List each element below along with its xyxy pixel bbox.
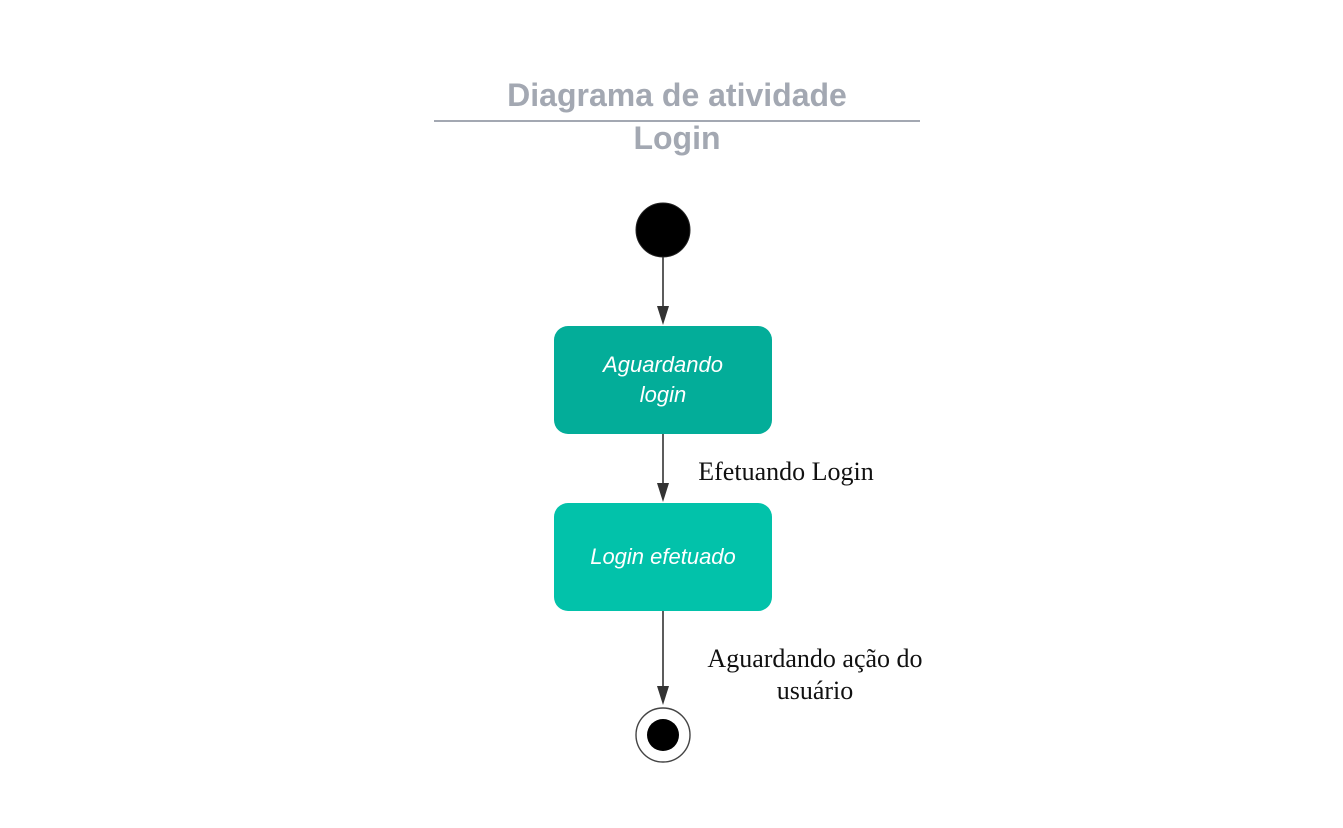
initial-node [636,203,690,257]
diagram-subtitle: Login [633,120,721,156]
edge-efetuado-to-end [657,611,669,705]
action-label: Login efetuado [590,544,736,569]
arrowhead-icon [657,686,669,705]
action-label: Aguardando login [603,352,723,407]
edge-label-aguardando-acao: Aguardando ação do usuário [707,644,923,705]
arrowhead-icon [657,306,669,325]
final-node [636,708,690,762]
edge-aguardando-to-efetuado [657,434,669,502]
edge-label-efetuando-login: Efetuando Login [698,457,874,486]
action-aguardando-login[interactable] [554,326,772,434]
arrowhead-icon [657,483,669,502]
edge-start-to-aguardando [657,257,669,325]
action-login-efetuado[interactable] [554,503,772,611]
diagram-title: Diagrama de atividade [507,77,847,113]
